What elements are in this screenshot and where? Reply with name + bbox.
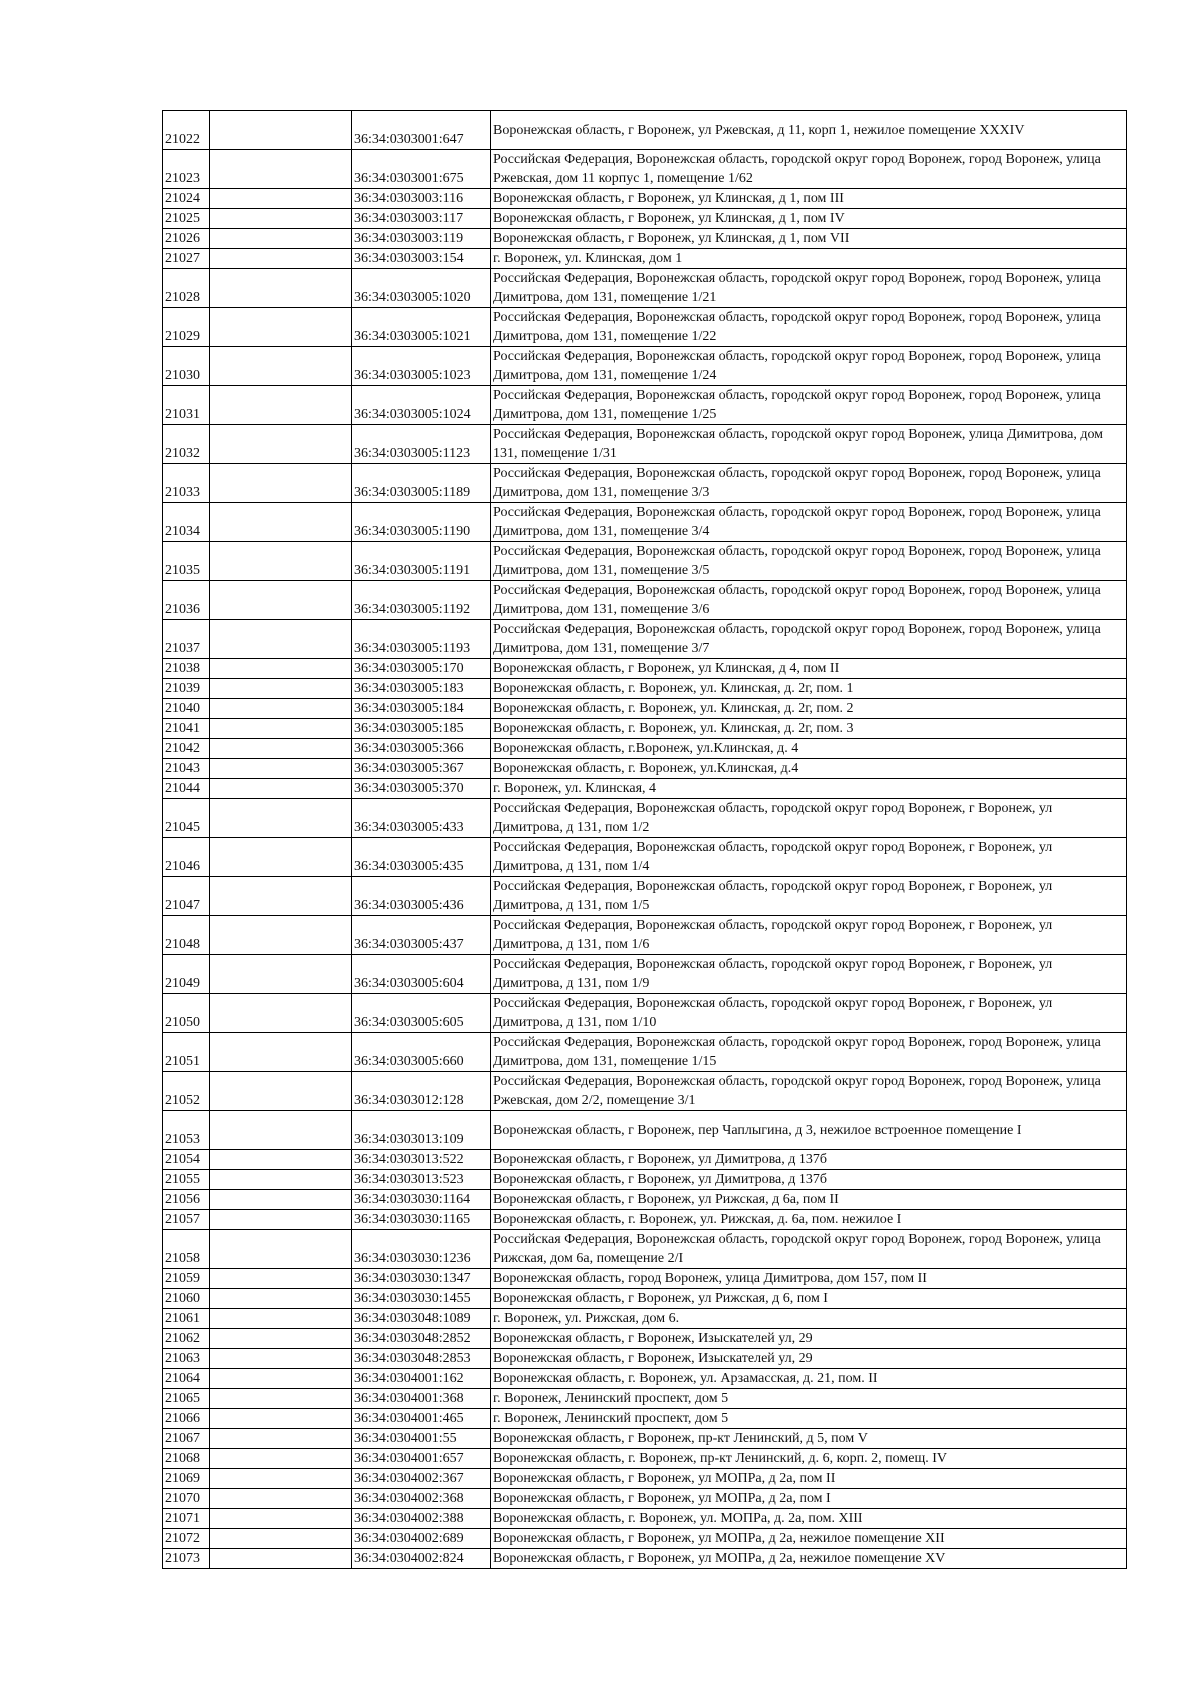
address-cell: Воронежская область, г Воронеж, ул Клинская, д 4, пом II: [491, 659, 1127, 679]
cadastral-number-cell: 36:34:0304001:657: [352, 1449, 491, 1469]
address-cell: Воронежская область, г Воронеж, ул МОПРа, д 2а, нежилое помещение XII: [491, 1529, 1127, 1549]
row-number-cell: 21041: [163, 719, 210, 739]
address-cell: Воронежская область, г. Воронеж, ул. МОПРа, д. 2а, пом. XIII: [491, 1509, 1127, 1529]
cadastral-number-cell: 36:34:0303005:1123: [352, 425, 491, 464]
address-cell: Российская Федерация, Воронежская область, городской округ город Воронеж, г Воронеж, ул Димитрова, д 131, пом 1/2: [491, 799, 1127, 838]
address-cell: Воронежская область, г Воронеж, Изыскателей ул, 29: [491, 1349, 1127, 1369]
address-cell: Российская Федерация, Воронежская область, городской округ город Воронеж, город Воронеж, улица Димитрова, дом 131, помещение 3/3: [491, 464, 1127, 503]
row-number-cell: 21042: [163, 739, 210, 759]
cadastral-number-cell: 36:34:0303005:1020: [352, 269, 491, 308]
cadastral-number-cell: 36:34:0303005:185: [352, 719, 491, 739]
address-cell: Российская Федерация, Воронежская область, городской округ город Воронеж, город Воронеж, улица Димитрова, дом 131, помещение 3/4: [491, 503, 1127, 542]
empty-cell: [210, 503, 352, 542]
address-cell: Воронежская область, г Воронеж, ул МОПРа, д 2а, нежилое помещение XV: [491, 1549, 1127, 1569]
empty-cell: [210, 679, 352, 699]
empty-cell: [210, 111, 352, 150]
cadastral-number-cell: 36:34:0304001:465: [352, 1409, 491, 1429]
table-row: [163, 347, 1127, 386]
address-cell: Российская Федерация, Воронежская область, городской округ город Воронеж, город Воронеж, улица Димитрова, дом 131, помещение 1/25: [491, 386, 1127, 425]
row-number-cell: 21050: [163, 994, 210, 1033]
row-number-cell: 21072: [163, 1529, 210, 1549]
address-cell: Воронежская область, г Воронеж, ул Ржевская, д 11, корп 1, нежилое помещение XXXIV: [491, 111, 1127, 150]
empty-cell: [210, 249, 352, 269]
row-number-cell: 21036: [163, 581, 210, 620]
empty-cell: [210, 1309, 352, 1329]
row-number-cell: 21052: [163, 1072, 210, 1111]
table-row: [163, 1309, 1127, 1329]
table-row: [163, 1509, 1127, 1529]
cadastral-number-cell: 36:34:0303003:116: [352, 189, 491, 209]
address-cell: Воронежская область, г Воронеж, ул Димитрова, д 137б: [491, 1150, 1127, 1170]
row-number-cell: 21070: [163, 1489, 210, 1509]
table-row: [163, 699, 1127, 719]
property-registry-table: [162, 110, 1127, 1569]
address-cell: Российская Федерация, Воронежская область, городской округ город Воронеж, город Воронеж, улица Димитрова, дом 131, помещение 3/5: [491, 542, 1127, 581]
table-row: [163, 464, 1127, 503]
table-row: [163, 111, 1127, 150]
cadastral-number-cell: 36:34:0304001:162: [352, 1369, 491, 1389]
cadastral-number-cell: 36:34:0303030:1165: [352, 1210, 491, 1230]
address-cell: Воронежская область, г Воронеж, пер Чаплыгина, д 3, нежилое встроенное помещение I: [491, 1111, 1127, 1150]
empty-cell: [210, 581, 352, 620]
cadastral-number-cell: 36:34:0303005:1021: [352, 308, 491, 347]
empty-cell: [210, 759, 352, 779]
cadastral-number-cell: 36:34:0303001:647: [352, 111, 491, 150]
empty-cell: [210, 955, 352, 994]
row-number-cell: 21031: [163, 386, 210, 425]
table-row: [163, 1289, 1127, 1309]
row-number-cell: 21068: [163, 1449, 210, 1469]
cadastral-number-cell: 36:34:0303005:435: [352, 838, 491, 877]
cadastral-number-cell: 36:34:0303005:1193: [352, 620, 491, 659]
empty-cell: [210, 1409, 352, 1429]
table-row: [163, 581, 1127, 620]
cadastral-number-cell: 36:34:0303005:437: [352, 916, 491, 955]
cadastral-number-cell: 36:34:0303005:367: [352, 759, 491, 779]
empty-cell: [210, 739, 352, 759]
empty-cell: [210, 189, 352, 209]
cadastral-number-cell: 36:34:0303003:119: [352, 229, 491, 249]
address-cell: Воронежская область, г. Воронеж, ул. Клинская, д. 2г, пом. 2: [491, 699, 1127, 719]
row-number-cell: 21049: [163, 955, 210, 994]
cadastral-number-cell: 36:34:0304001:55: [352, 1429, 491, 1449]
table-row: [163, 1033, 1127, 1072]
cadastral-number-cell: 36:34:0303048:2853: [352, 1349, 491, 1369]
cadastral-number-cell: 36:34:0303013:523: [352, 1170, 491, 1190]
table-row: [163, 1170, 1127, 1190]
address-cell: Российская Федерация, Воронежская область, городской округ город Воронеж, город Воронеж, улица Рижская, дом 6а, помещение 2/I: [491, 1230, 1127, 1269]
row-number-cell: 21055: [163, 1170, 210, 1190]
address-cell: Российская Федерация, Воронежская область, городской округ город Воронеж, г Воронеж, ул Димитрова, д 131, пом 1/5: [491, 877, 1127, 916]
empty-cell: [210, 1269, 352, 1289]
address-cell: Воронежская область, г.Воронеж, ул.Клинская, д. 4: [491, 739, 1127, 759]
empty-cell: [210, 1449, 352, 1469]
row-number-cell: 21071: [163, 1509, 210, 1529]
empty-cell: [210, 1033, 352, 1072]
row-number-cell: 21039: [163, 679, 210, 699]
empty-cell: [210, 1072, 352, 1111]
row-number-cell: 21059: [163, 1269, 210, 1289]
row-number-cell: 21044: [163, 779, 210, 799]
address-cell: Воронежская область, г. Воронеж, ул. Клинская, д. 2г, пом. 3: [491, 719, 1127, 739]
address-cell: Российская Федерация, Воронежская область, городской округ город Воронеж, г Воронеж, ул Димитрова, д 131, пом 1/9: [491, 955, 1127, 994]
empty-cell: [210, 1509, 352, 1529]
table-row: [163, 1329, 1127, 1349]
cadastral-number-cell: 36:34:0303012:128: [352, 1072, 491, 1111]
empty-cell: [210, 1349, 352, 1369]
table-row: [163, 877, 1127, 916]
address-cell: Воронежская область, г. Воронеж, ул. Рижская, д. 6а, пом. нежилое I: [491, 1210, 1127, 1230]
empty-cell: [210, 150, 352, 189]
empty-cell: [210, 1210, 352, 1230]
table-row: [163, 1389, 1127, 1409]
row-number-cell: 21038: [163, 659, 210, 679]
empty-cell: [210, 1170, 352, 1190]
row-number-cell: 21053: [163, 1111, 210, 1150]
address-cell: Российская Федерация, Воронежская область, городской округ город Воронеж, город Воронеж, улица Димитрова, дом 131, помещение 1/22: [491, 308, 1127, 347]
address-cell: Российская Федерация, Воронежская область, городской округ город Воронеж, город Воронеж, улица Димитрова, дом 131, помещение 1/24: [491, 347, 1127, 386]
cadastral-number-cell: 36:34:0304002:388: [352, 1509, 491, 1529]
empty-cell: [210, 1489, 352, 1509]
row-number-cell: 21057: [163, 1210, 210, 1230]
row-number-cell: 21064: [163, 1369, 210, 1389]
cadastral-number-cell: 36:34:0303003:154: [352, 249, 491, 269]
cadastral-number-cell: 36:34:0303005:1023: [352, 347, 491, 386]
cadastral-number-cell: 36:34:0303005:366: [352, 739, 491, 759]
cadastral-number-cell: 36:34:0303005:604: [352, 955, 491, 994]
cadastral-number-cell: 36:34:0303030:1236: [352, 1230, 491, 1269]
cadastral-number-cell: 36:34:0303005:184: [352, 699, 491, 719]
cadastral-number-cell: 36:34:0303005:370: [352, 779, 491, 799]
empty-cell: [210, 1369, 352, 1389]
address-cell: Воронежская область, г Воронеж, ул МОПРа, д 2а, пом I: [491, 1489, 1127, 1509]
address-cell: Воронежская область, г Воронеж, ул Клинская, д 1, пом IV: [491, 209, 1127, 229]
table-row: [163, 386, 1127, 425]
row-number-cell: 21051: [163, 1033, 210, 1072]
address-cell: Воронежская область, г Воронеж, ул Клинская, д 1, пом VII: [491, 229, 1127, 249]
empty-cell: [210, 425, 352, 464]
empty-cell: [210, 1230, 352, 1269]
row-number-cell: 21024: [163, 189, 210, 209]
address-cell: Воронежская область, г Воронеж, ул МОПРа, д 2а, пом II: [491, 1469, 1127, 1489]
cadastral-number-cell: 36:34:0303005:436: [352, 877, 491, 916]
cadastral-number-cell: 36:34:0303005:433: [352, 799, 491, 838]
row-number-cell: 21043: [163, 759, 210, 779]
table-row: [163, 799, 1127, 838]
table-row: [163, 1449, 1127, 1469]
empty-cell: [210, 719, 352, 739]
cadastral-number-cell: 36:34:0303005:1189: [352, 464, 491, 503]
cadastral-number-cell: 36:34:0304002:367: [352, 1469, 491, 1489]
address-cell: г. Воронеж, Ленинский проспект, дом 5: [491, 1409, 1127, 1429]
empty-cell: [210, 1529, 352, 1549]
table-row: [163, 1549, 1127, 1569]
empty-cell: [210, 877, 352, 916]
address-cell: г. Воронеж, Ленинский проспект, дом 5: [491, 1389, 1127, 1409]
table-body: [163, 111, 1127, 1569]
table-row: [163, 1469, 1127, 1489]
empty-cell: [210, 269, 352, 308]
address-cell: Воронежская область, г. Воронеж, ул. Арзамасская, д. 21, пом. II: [491, 1369, 1127, 1389]
row-number-cell: 21073: [163, 1549, 210, 1569]
empty-cell: [210, 620, 352, 659]
table-row: [163, 1369, 1127, 1389]
empty-cell: [210, 209, 352, 229]
row-number-cell: 21029: [163, 308, 210, 347]
table-row: [163, 1429, 1127, 1449]
row-number-cell: 21022: [163, 111, 210, 150]
table-row: [163, 503, 1127, 542]
empty-cell: [210, 1190, 352, 1210]
empty-cell: [210, 1289, 352, 1309]
table-row: [163, 994, 1127, 1033]
cadastral-number-cell: 36:34:0303001:675: [352, 150, 491, 189]
address-cell: Российская Федерация, Воронежская область, городской округ город Воронеж, город Воронеж, улица Димитрова, дом 131, помещение 1/21: [491, 269, 1127, 308]
cadastral-number-cell: 36:34:0303005:170: [352, 659, 491, 679]
cadastral-number-cell: 36:34:0303005:1024: [352, 386, 491, 425]
row-number-cell: 21069: [163, 1469, 210, 1489]
row-number-cell: 21062: [163, 1329, 210, 1349]
table-row: [163, 838, 1127, 877]
address-cell: г. Воронеж, ул. Клинская, 4: [491, 779, 1127, 799]
table-row: [163, 1111, 1127, 1150]
table-row: [163, 1489, 1127, 1509]
empty-cell: [210, 1549, 352, 1569]
row-number-cell: 21034: [163, 503, 210, 542]
table-row: [163, 719, 1127, 739]
table-row: [163, 759, 1127, 779]
row-number-cell: 21033: [163, 464, 210, 503]
row-number-cell: 21058: [163, 1230, 210, 1269]
row-number-cell: 21030: [163, 347, 210, 386]
row-number-cell: 21054: [163, 1150, 210, 1170]
address-cell: Воронежская область, г Воронеж, пр-кт Ленинский, д 5, пом V: [491, 1429, 1127, 1449]
cadastral-number-cell: 36:34:0303005:660: [352, 1033, 491, 1072]
table-row: [163, 1190, 1127, 1210]
cadastral-number-cell: 36:34:0304001:368: [352, 1389, 491, 1409]
table-row: [163, 779, 1127, 799]
row-number-cell: 21026: [163, 229, 210, 249]
address-cell: Воронежская область, г Воронеж, ул Рижская, д 6а, пом II: [491, 1190, 1127, 1210]
empty-cell: [210, 1469, 352, 1489]
table-row: [163, 150, 1127, 189]
address-cell: Воронежская область, г. Воронеж, пр-кт Ленинский, д. 6, корп. 2, помещ. IV: [491, 1449, 1127, 1469]
cadastral-number-cell: 36:34:0303030:1455: [352, 1289, 491, 1309]
empty-cell: [210, 308, 352, 347]
cadastral-number-cell: 36:34:0303048:1089: [352, 1309, 491, 1329]
row-number-cell: 21047: [163, 877, 210, 916]
empty-cell: [210, 779, 352, 799]
row-number-cell: 21060: [163, 1289, 210, 1309]
row-number-cell: 21045: [163, 799, 210, 838]
row-number-cell: 21035: [163, 542, 210, 581]
cadastral-number-cell: 36:34:0303013:109: [352, 1111, 491, 1150]
row-number-cell: 21067: [163, 1429, 210, 1449]
table-row: [163, 659, 1127, 679]
cadastral-number-cell: 36:34:0303005:605: [352, 994, 491, 1033]
table-row: [163, 679, 1127, 699]
table-row: [163, 229, 1127, 249]
cadastral-number-cell: 36:34:0303005:1191: [352, 542, 491, 581]
address-cell: Российская Федерация, Воронежская область, городской округ город Воронеж, г Воронеж, ул Димитрова, д 131, пом 1/10: [491, 994, 1127, 1033]
address-cell: Российская Федерация, Воронежская область, городской округ город Воронеж, город Воронеж, улица Ржевская, дом 2/2, помещение 3/1: [491, 1072, 1127, 1111]
row-number-cell: 21061: [163, 1309, 210, 1329]
row-number-cell: 21028: [163, 269, 210, 308]
row-number-cell: 21063: [163, 1349, 210, 1369]
table-row: [163, 249, 1127, 269]
empty-cell: [210, 699, 352, 719]
address-cell: Воронежская область, г. Воронеж, ул. Клинская, д. 2г, пом. 1: [491, 679, 1127, 699]
table-row: [163, 1150, 1127, 1170]
cadastral-number-cell: 36:34:0304002:824: [352, 1549, 491, 1569]
cadastral-number-cell: 36:34:0303005:183: [352, 679, 491, 699]
empty-cell: [210, 347, 352, 386]
table-row: [163, 739, 1127, 759]
table-row: [163, 1072, 1127, 1111]
address-cell: Российская Федерация, Воронежская область, городской округ город Воронеж, город Воронеж, улица Димитрова, дом 131, помещение 1/15: [491, 1033, 1127, 1072]
empty-cell: [210, 1329, 352, 1349]
cadastral-number-cell: 36:34:0303030:1347: [352, 1269, 491, 1289]
row-number-cell: 21065: [163, 1389, 210, 1409]
table-row: [163, 189, 1127, 209]
row-number-cell: 21046: [163, 838, 210, 877]
address-cell: г. Воронеж, ул. Рижская, дом 6.: [491, 1309, 1127, 1329]
table-row: [163, 916, 1127, 955]
empty-cell: [210, 1389, 352, 1409]
address-cell: Воронежская область, город Воронеж, улица Димитрова, дом 157, пом II: [491, 1269, 1127, 1289]
table-row: [163, 1210, 1127, 1230]
row-number-cell: 21032: [163, 425, 210, 464]
empty-cell: [210, 1150, 352, 1170]
row-number-cell: 21025: [163, 209, 210, 229]
table-row: [163, 1529, 1127, 1549]
row-number-cell: 21037: [163, 620, 210, 659]
table-row: [163, 269, 1127, 308]
cadastral-number-cell: 36:34:0303005:1190: [352, 503, 491, 542]
table-row: [163, 425, 1127, 464]
table-row: [163, 1230, 1127, 1269]
table-row: [163, 209, 1127, 229]
address-cell: Воронежская область, г Воронеж, ул Димитрова, д 137б: [491, 1170, 1127, 1190]
cadastral-number-cell: 36:34:0304002:368: [352, 1489, 491, 1509]
table-row: [163, 1269, 1127, 1289]
table-row: [163, 620, 1127, 659]
table-row: [163, 1349, 1127, 1369]
address-cell: Российская Федерация, Воронежская область, городской округ город Воронеж, город Воронеж, улица Ржевская, дом 11 корпус 1, помещение 1/62: [491, 150, 1127, 189]
address-cell: Российская Федерация, Воронежская область, городской округ город Воронеж, город Воронеж, улица Димитрова, дом 131, помещение 3/7: [491, 620, 1127, 659]
address-cell: Воронежская область, г Воронеж, Изыскателей ул, 29: [491, 1329, 1127, 1349]
empty-cell: [210, 799, 352, 838]
empty-cell: [210, 916, 352, 955]
empty-cell: [210, 994, 352, 1033]
cadastral-number-cell: 36:34:0303003:117: [352, 209, 491, 229]
empty-cell: [210, 386, 352, 425]
empty-cell: [210, 229, 352, 249]
address-cell: Воронежская область, г. Воронеж, ул.Клинская, д.4: [491, 759, 1127, 779]
empty-cell: [210, 838, 352, 877]
row-number-cell: 21056: [163, 1190, 210, 1210]
address-cell: Воронежская область, г Воронеж, ул Клинская, д 1, пом III: [491, 189, 1127, 209]
cadastral-number-cell: 36:34:0303030:1164: [352, 1190, 491, 1210]
table-row: [163, 542, 1127, 581]
row-number-cell: 21048: [163, 916, 210, 955]
address-cell: г. Воронеж, ул. Клинская, дом 1: [491, 249, 1127, 269]
address-cell: Воронежская область, г Воронеж, ул Рижская, д 6, пом I: [491, 1289, 1127, 1309]
row-number-cell: 21066: [163, 1409, 210, 1429]
cadastral-number-cell: 36:34:0304002:689: [352, 1529, 491, 1549]
empty-cell: [210, 464, 352, 503]
table-row: [163, 955, 1127, 994]
row-number-cell: 21040: [163, 699, 210, 719]
table-row: [163, 1409, 1127, 1429]
address-cell: Российская Федерация, Воронежская область, городской округ город Воронеж, г Воронеж, ул Димитрова, д 131, пом 1/6: [491, 916, 1127, 955]
empty-cell: [210, 542, 352, 581]
cadastral-number-cell: 36:34:0303013:522: [352, 1150, 491, 1170]
empty-cell: [210, 1429, 352, 1449]
row-number-cell: 21023: [163, 150, 210, 189]
row-number-cell: 21027: [163, 249, 210, 269]
address-cell: Российская Федерация, Воронежская область, городской округ город Воронеж, г Воронеж, ул Димитрова, д 131, пом 1/4: [491, 838, 1127, 877]
address-cell: Российская Федерация, Воронежская область, городской округ город Воронеж, улица Димитрова, дом 131, помещение 1/31: [491, 425, 1127, 464]
cadastral-number-cell: 36:34:0303005:1192: [352, 581, 491, 620]
address-cell: Российская Федерация, Воронежская область, городской округ город Воронеж, город Воронеж, улица Димитрова, дом 131, помещение 3/6: [491, 581, 1127, 620]
cadastral-number-cell: 36:34:0303048:2852: [352, 1329, 491, 1349]
empty-cell: [210, 1111, 352, 1150]
empty-cell: [210, 659, 352, 679]
table-row: [163, 308, 1127, 347]
